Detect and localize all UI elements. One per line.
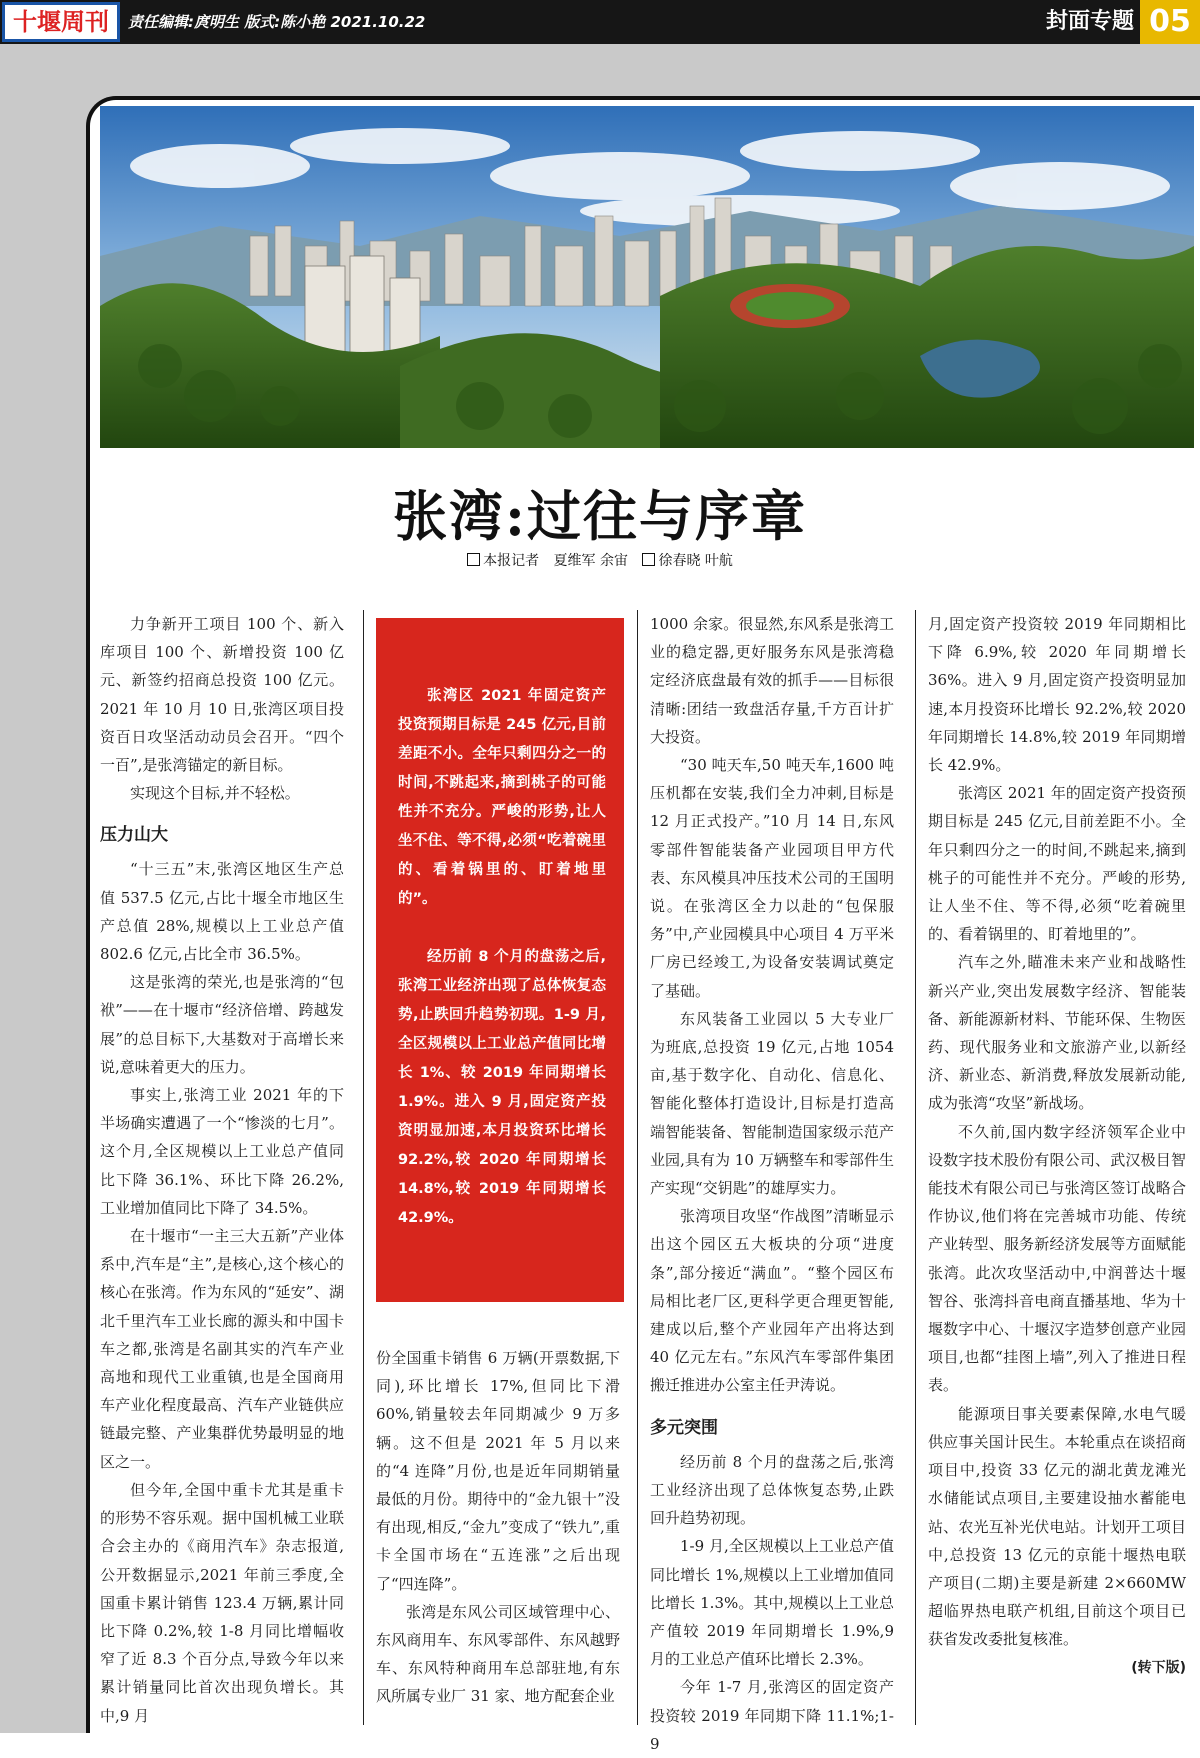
paragraph: 能源项目事关要素保障,水电气暖供应事关国计民生。本轮重点在谈招商项目中,投资 33 亿元的湖北黄龙滩光水储能试点项目,主要建设抽水蓄能电站、农光互补光伏电站。计划开工项目中,总投资 13 亿元的京能十堰热电联产项目(二期)主要是新建 2×660MW 超临界热电联产机组,目前这个项目已获省发改委批复核准。 [928,1404,1186,1649]
page-number: 05 [1140,0,1200,44]
callout-paragraph: 张湾区 2021 年固定资产投资预期目标是 245 亿元,目前差距不小。全年只剩四分之一的时间,不跳起来,摘到桃子的可能性并不充分。严峻的形势,让人坐不住、等不得,必须“吃着碗里的、看着锅里的、盯着地里的”。 [398,688,606,907]
article-column-1 [100,610,344,1730]
continued-note: (转下版) [1131,1659,1186,1676]
byline-authors-2: 徐春晓 叶航 [658,553,733,569]
masthead-logo: 十堰周刊 [2,2,120,42]
paragraph: 事实上,张湾工业 2021 年的下半场确实遭遇了一个“惨淡的七月”。这个月,全区规模以上工业总产值同比下降 36.1%、环比下降 26.2%,工业增加值同比下降了 34.5%。 [100,1086,344,1217]
paragraph: 力争新开工项目 100 个、新入库项目 100 个、新增投资 100 亿元、新签约招商总投资 100 亿元。2021 年 10 月 10 日,张湾区项目投资百日攻坚活动动员会召开。“四个一百”,是张湾锚定的新目标。 [100,615,344,775]
byline-box-icon [467,553,480,566]
paragraph: 不久前,国内数字经济领军企业中设数字技术股份有限公司、武汉极目智能技术有限公司已与张湾区签订战略合作协议,他们将在完善城市功能、传统产业转型、服务新经济发展等方面赋能张湾。此次攻坚活动中,中润普达十堰智谷、张湾抖音电商直播基地、华为十堰数字中心、十堰汉字造梦创意产业园项目,也都“挂图上墙”,列入了推进日程表。 [928,1122,1186,1395]
paragraph: 张湾区 2021 年的固定资产投资预期目标是 245 亿元,目前差距不小。全年只剩四分之一的时间,不跳起来,摘到桃子的可能性并不充分。严峻的形势,让人坐不住、等不得,必须“吃着碗里的、看着锅里的、盯着地里的”。 [928,784,1186,944]
subheading-breakthrough: 多元突围 [650,1417,718,1438]
byline-box-icon [642,553,655,566]
paragraph: 1000 余家。很显然,东风系是张湾工业的稳定器,更好服务东风是张湾稳定经济底盘最有效的抓手——目标很清晰:团结一致盘活存量,千方百计扩大投资。 [650,615,894,746]
column-divider [637,610,638,1725]
paragraph: 张湾项目攻坚“作战图”清晰显示出这个园区五大板块的分项“进度条”,部分接近“满血”。“整个园区布局相比老厂区,更科学更合理更智能,建成以后,整个产业园年产出将达到 40 亿元左右。”东风汽车零部件集团搬迁推进办公室主任尹涛说。 [650,1207,894,1395]
paragraph: 但今年,全国中重卡尤其是重卡的形势不容乐观。据中国机械工业联合会主办的《商用汽车》杂志报道,公开数据显示,2021 年前三季度,全国重卡累计销售 123.4 万辆,累计同比下降 0.2%,较 1-8 月同比增幅收窄了近 8.3 个百分点,导致今年以来累计销量同比首次出现负增长。其中,9 月 [100,1480,344,1725]
paragraph: “30 吨天车,50 吨天车,1600 吨压机都在安装,我们全力冲刺,目标是 12 月正式投产。”10 月 14 日,东风零部件智能装备产业园项目甲方代表、东风模具冲压技术公司的王国明说。在张湾区全力以赴的“包保服务”中,产业园模具中心项目 4 万平米厂房已经竣工,为设备安装调试奠定了基础。 [650,756,894,1000]
paragraph: 这是张湾的荣光,也是张湾的“包袱”——在十堰市“经济倍增、跨越发展”的总目标下,大基数对于高增长来说,意味着更大的压力。 [100,973,344,1076]
paragraph: 今年 1-7 月,张湾区的固定资产投资较 2019 年同期下降 11.1%;1-9 [650,1678,894,1753]
subheading-pressure: 压力山大 [100,825,168,846]
section-title: 封面专题 [1045,9,1134,34]
city-panorama-photo [100,106,1194,448]
column-divider [363,610,364,1725]
page-header [0,0,1200,44]
city-panorama-illustration [100,106,1194,448]
paragraph: 1-9 月,全区规模以上工业总产值同比增长 1%,规模以上工业增加值同比增长 1.3%。其中,规模以上工业总产值较 2019 年同期增长 1.9%,9 月的工业总产值环比增长 2.3%。 [650,1537,894,1669]
highlight-callout [376,618,624,1302]
paragraph: 东风装备工业园以 5 大专业厂为班底,总投资 19 亿元,占地 1054 亩,基于数字化、自动化、信息化、智能化整体打造设计,目标是打造高端智能装备、智能制造国家级示范产业园,具有为 10 万辆整车和零部件生产实现“交钥匙”的雄厚实力。 [650,1009,894,1198]
byline [0,550,1200,570]
article-column-2 [376,1344,620,1711]
paragraph: “十三五”末,张湾区地区生产总值 537.5 亿元,占比十堰全市地区生产总值 28%,规模以上工业总产值 802.6 亿元,占比全市 36.5%。 [100,860,344,964]
byline-label: 本报记者 [483,553,540,569]
column-divider [915,610,916,1725]
article-headline: 张湾:过往与序章 [393,484,807,548]
paragraph: 张湾是东风公司区域管理中心、东风商用车、东风零部件、东风越野车、东风特种商用车总部驻地,有东风所属专业厂 31 家、地方配套企业 [376,1602,620,1706]
callout-paragraph: 经历前 8 个月的盘荡之后,张湾工业经济出现了总体恢复态势,止跌回升趋势初现。1-9 月,全区规模以上工业总产值同比增长 1%、较 2019 年同期增长 1.9%。进入 9 月,固定资产投资明显加速,本月投资环比增长 92.2%,较 2020 年同期增长 14.8%,较 2019 年同期增长 42.9%。 [398,949,606,1226]
editor-line: 责任编辑:庹明生 版式:陈小艳 2021.10.22 [128,13,426,31]
paragraph: 份全国重卡销售 6 万辆(开票数据,下同),环比增长 17%,但同比下滑 60%,销量较去年同期减少 9 万多辆。这不但是 2021 年 5 月以来的“4 连降”月份,也是近年同期销量最低的月份。期待中的“金九银十”没有出现,相反,“金九”变成了“铁九”,重卡全国市场在“五连涨”之后出现了“四连降”。 [376,1349,620,1593]
paragraph: 汽车之外,瞄准未来产业和战略性新兴产业,突出发展数字经济、智能装备、新能源新材料、节能环保、生物医药、现代服务业和文旅游产业,以新经济、新业态、新消费,释放发展新动能,成为张湾“攻坚”新战场。 [928,953,1186,1113]
paragraph: 在十堰市“一主三大五新”产业体系中,汽车是“主”,是核心,这个核心的核心在张湾。作为东风的“延安”、湖北千里汽车工业长廊的源头和中国卡车之都,张湾是名副其实的汽车产业高地和现代工业重镇,也是全国商用车产业化程度最高、汽车产业链供应链最完整、产业集群优势最明显的地区之一。 [100,1227,344,1471]
byline-authors-1: 夏维军 余宙 [553,553,628,569]
paragraph: 经历前 8 个月的盘荡之后,张湾工业经济出现了总体恢复态势,止跌回升趋势初现。 [650,1452,894,1528]
paragraph: 月,固定资产投资较 2019 年同期相比下降 6.9%,较 2020 年同期增长 36%。进入 9 月,固定资产投资明显加速,本月投资环比增长 92.2%,较 2020 年同期增长 14.8%,较 2019 年同期增长 42.9%。 [928,615,1186,775]
article-column-3 [650,610,894,1758]
article-column-4 [928,610,1186,1682]
paragraph: 实现这个目标,并不轻松。 [130,784,300,803]
